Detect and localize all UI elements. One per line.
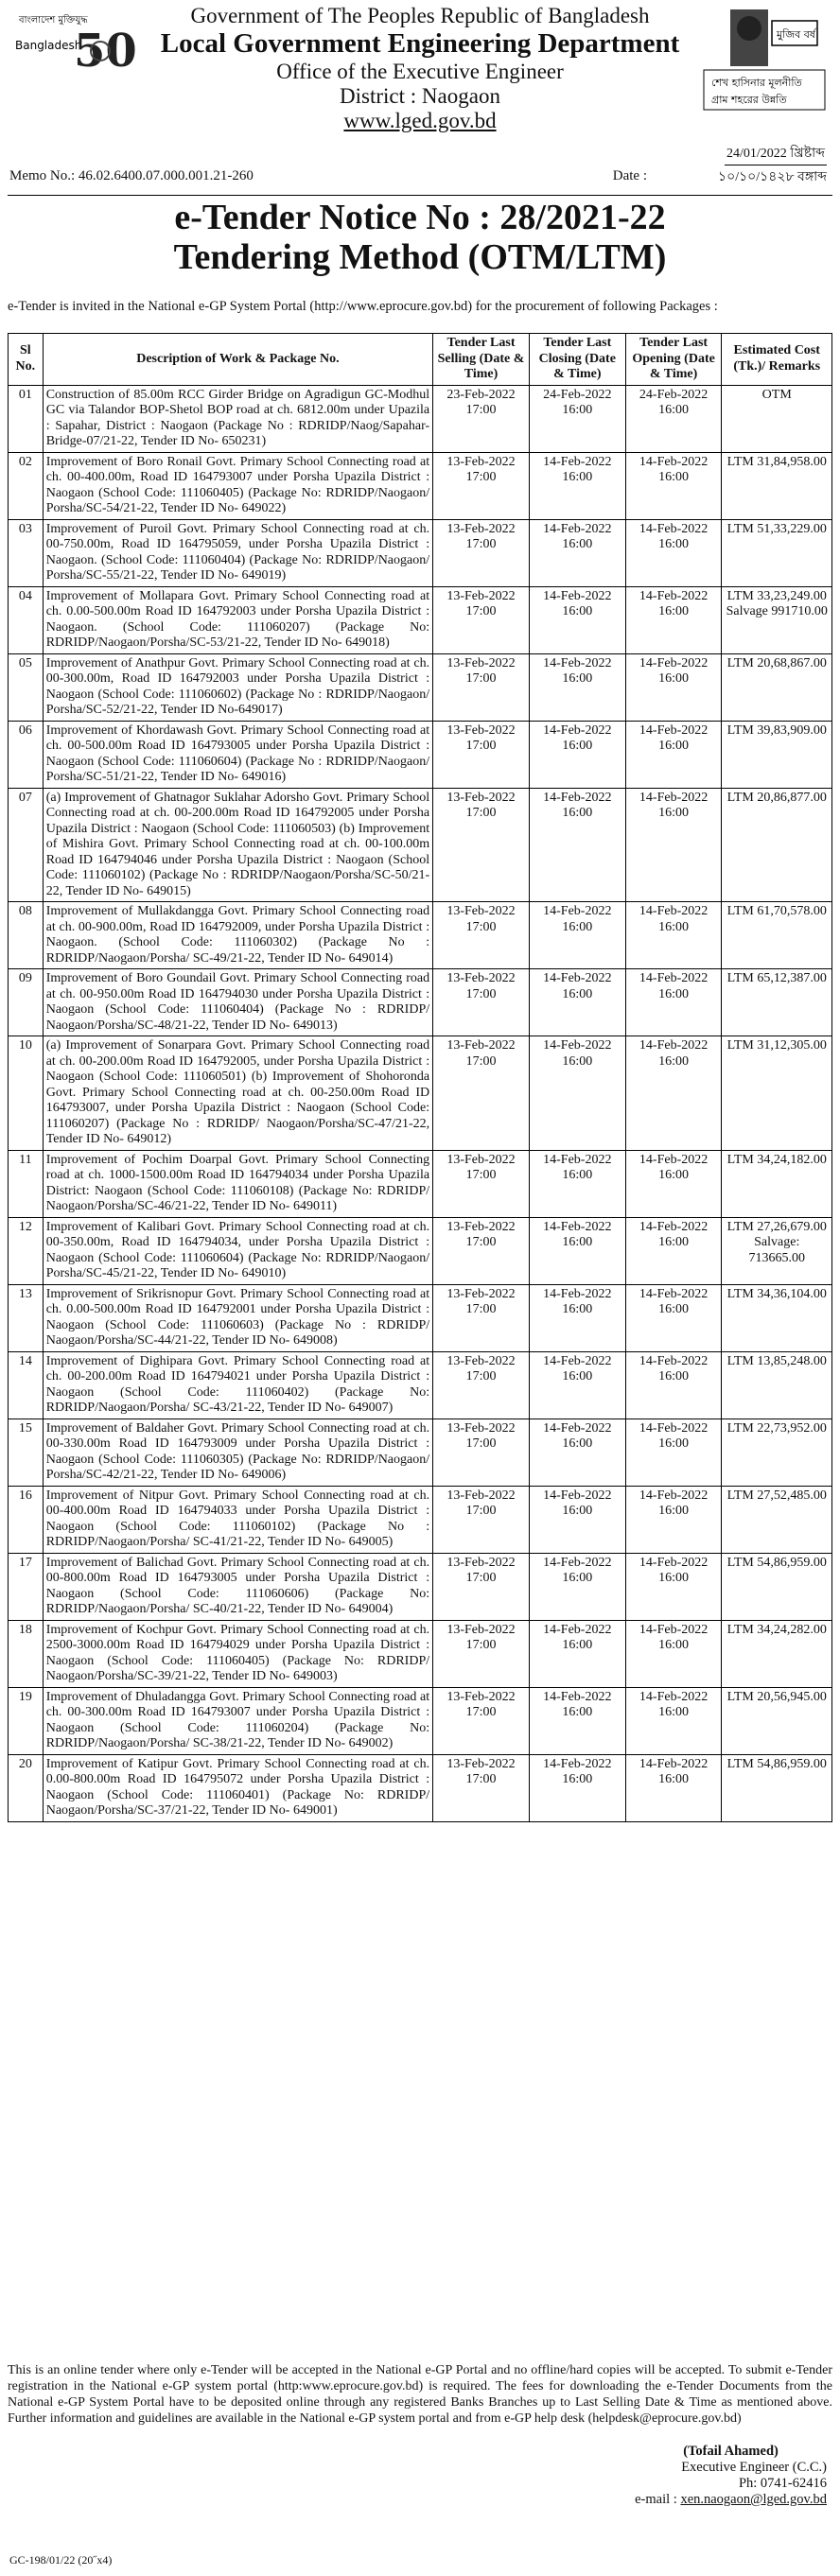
notice-title: [8, 195, 832, 277]
row-opening: 14-Feb-2022 16:00: [625, 452, 722, 519]
logo-left-number: 50: [74, 25, 137, 78]
row-closing: 14-Feb-2022 16:00: [529, 721, 625, 788]
table-row: [9, 721, 832, 788]
row-description: Improvement of Nitpur Govt. Primary School Connecting road at ch. 00-400.00m Road ID 164794033 under Porsha Upazila District : Naogaon (School Code: 111060102) (Package No : RDRIDP/Naogaon/Porsha/ SC-41/21-22, Tender ID No- 649005): [43, 1486, 432, 1553]
row-opening: 24-Feb-2022 16:00: [625, 385, 722, 452]
logo-left-label: Bangladesh: [15, 39, 82, 52]
row-cost: LTM 54,86,959.00: [722, 1754, 832, 1821]
gc-code: GC-198/01/22 (20˝x4): [9, 2553, 113, 2567]
tender-table-body: [9, 385, 832, 1821]
intro-paragraph: e-Tender is invited in the National e-GP System Portal (http://www.eprocure.gov.bd) for the procurement of following Packages :: [8, 299, 718, 314]
header-department: Local Government Engineering Department: [160, 28, 680, 59]
table-row: [9, 1553, 832, 1620]
logo-left-text: বাংলাদেশ মুক্তিযুদ্ধ: [19, 15, 88, 26]
table-row: [9, 1687, 832, 1754]
row-closing: 14-Feb-2022 16:00: [529, 1284, 625, 1351]
email-label: e-mail :: [635, 2492, 677, 2507]
row-description: Improvement of Dhuladangga Govt. Primary School Connecting road at ch. 00-300.00m Road ID 164793007 under Porsha Upazila District : Naogaon (School Code: 111060204) (Package No: RDRIDP/Naogaon/Porsha/ SC-38/21-22, Tender ID No- 649002): [43, 1687, 432, 1754]
col-sl: Sl No.: [9, 334, 44, 386]
table-row: [9, 1419, 832, 1486]
row-cost: LTM 20,68,867.00: [722, 653, 832, 721]
signature-block: [635, 2444, 827, 2508]
row-opening: 14-Feb-2022 16:00: [625, 1486, 722, 1553]
row-cost: LTM 34,36,104.00: [722, 1284, 832, 1351]
date-block: [718, 142, 827, 188]
row-closing: 14-Feb-2022 16:00: [529, 788, 625, 902]
row-sl: 17: [9, 1553, 44, 1620]
row-cost: LTM 31,12,305.00: [722, 1036, 832, 1151]
table-row: [9, 1620, 832, 1687]
row-opening: 14-Feb-2022 16:00: [625, 1687, 722, 1754]
col-selling: Tender Last Selling (Date & Time): [433, 334, 530, 386]
row-selling: 13-Feb-2022 17:00: [433, 1620, 530, 1687]
row-description: Improvement of Dighipara Govt. Primary School Connecting road at ch. 00-200.00m Road ID 164794021 under Porsha Upazila District : Naogaon (School Code: 111060402) (Package No: RDRIDP/Naogaon/Porsha/ SC-43/21-22, Tender ID No- 649007): [43, 1351, 432, 1419]
notice-number: e-Tender Notice No : 28/2021-22: [174, 198, 666, 237]
table-row: [9, 653, 832, 721]
row-description: Improvement of Boro Goundail Govt. Primary School Connecting road at ch. 00-950.00m Road ID 164794030 under Porsha Upazila District : Naogaon (School Code: 111060404) (Package No : RDRIDP/ Naogaon/Porsha/SC-48/21-22, Tender ID No- 649013): [43, 969, 432, 1036]
row-opening: 14-Feb-2022 16:00: [625, 1351, 722, 1419]
row-selling: 13-Feb-2022 17:00: [433, 1419, 530, 1486]
date-label: Date :: [612, 168, 647, 183]
row-opening: 14-Feb-2022 16:00: [625, 1553, 722, 1620]
row-cost: LTM 54,86,959.00: [722, 1553, 832, 1620]
row-sl: 04: [9, 586, 44, 653]
row-closing: 14-Feb-2022 16:00: [529, 1419, 625, 1486]
table-row: [9, 385, 832, 452]
row-selling: 13-Feb-2022 17:00: [433, 1284, 530, 1351]
row-closing: 14-Feb-2022 16:00: [529, 586, 625, 653]
row-sl: 01: [9, 385, 44, 452]
row-opening: 14-Feb-2022 16:00: [625, 902, 722, 969]
signatory-name: (Tofail Ahamed): [683, 2444, 779, 2459]
row-selling: 13-Feb-2022 17:00: [433, 586, 530, 653]
row-description: Construction of 85.00m RCC Girder Bridge on Agradigun GC-Modhul GC via Talandor BOP-Shetol BOP road at ch. 6812.00m under Upazila : Sapahar, District : Naogaon (Package No : RDRIDP/Naog/Sapahar-Bridge-07/21-22, Tender ID No- 650231): [43, 385, 432, 452]
col-closing: Tender Last Closing (Date & Time): [529, 334, 625, 386]
row-description: Improvement of Baldaher Govt. Primary School Connecting road at ch. 00-330.00m Road ID 164793009 under Porsha Upazila District : Naogaon (School Code: 111060305) (Package No: RDRIDP/Naogaon/ Porsha/SC-42/21-22, Tender ID No- 649006): [43, 1419, 432, 1486]
row-sl: 05: [9, 653, 44, 721]
row-opening: 14-Feb-2022 16:00: [625, 653, 722, 721]
row-cost: LTM 65,12,387.00: [722, 969, 832, 1036]
row-selling: 13-Feb-2022 17:00: [433, 653, 530, 721]
row-description: Improvement of Pochim Doarpal Govt. Primary School Connecting road at ch. 1000-1500.00m Road ID 164794034 under Porsha Upazila District: Naogaon (School Code: 111060108) (Package No: RDRIDP/ Naogaon/Porsha/SC-46/21-22, Tender ID No- 649011): [43, 1150, 432, 1217]
row-sl: 13: [9, 1284, 44, 1351]
row-selling: 23-Feb-2022 17:00: [433, 385, 530, 452]
row-cost: LTM 20,86,877.00: [722, 788, 832, 902]
table-row: [9, 1217, 832, 1284]
row-closing: 14-Feb-2022 16:00: [529, 1553, 625, 1620]
row-closing: 14-Feb-2022 16:00: [529, 452, 625, 519]
row-opening: 14-Feb-2022 16:00: [625, 1036, 722, 1151]
signatory-email-line: [635, 2492, 827, 2508]
row-cost: LTM 34,24,182.00: [722, 1150, 832, 1217]
date-bengali: ১০/১০/১৪২৮ বঙ্গাব্দ: [718, 170, 827, 184]
table-row: [9, 1754, 832, 1821]
table-row: [9, 1351, 832, 1419]
row-description: Improvement of Anathpur Govt. Primary School Connecting road at ch. 00-300.00m, Road ID 164792003 under Porsha Upazila District : Naogaon (School Code: 111060602) (Package No : RDRIDP/Naogaon/ Porsha/SC-52/21-22, Tender ID No-649017): [43, 653, 432, 721]
row-selling: 13-Feb-2022 17:00: [433, 519, 530, 586]
row-closing: 24-Feb-2022 16:00: [529, 385, 625, 452]
table-row: [9, 586, 832, 653]
row-sl: 06: [9, 721, 44, 788]
row-opening: 14-Feb-2022 16:00: [625, 1284, 722, 1351]
row-closing: 14-Feb-2022 16:00: [529, 1036, 625, 1151]
row-sl: 11: [9, 1150, 44, 1217]
row-selling: 13-Feb-2022 17:00: [433, 1036, 530, 1151]
col-cost: Estimated Cost (Tk.)/ Remarks: [722, 334, 832, 386]
signatory-phone: Ph: 0741-62416: [738, 2476, 827, 2491]
row-sl: 12: [9, 1217, 44, 1284]
row-description: Improvement of Mollapara Govt. Primary School Connecting road at ch. 0.00-500.00m Road ID 164792003 under Porsha Upazila District : Naogaon. (School Code: 111060207) (Package No: RDRIDP/Naogaon/Porsha/SC-53/21-22, Tender ID No- 649018): [43, 586, 432, 653]
row-description: Improvement of Katipur Govt. Primary School Connecting road at ch. 0.00-800.00m Road ID 164795072 under Porsha Upazila District : Naogaon (School Code: 111060401) (Package No: RDRIDP/ Naogaon/Porsha/SC-37/21-22, Tender ID No- 649001): [43, 1754, 432, 1821]
row-sl: 16: [9, 1486, 44, 1553]
row-selling: 13-Feb-2022 17:00: [433, 721, 530, 788]
memo-number: Memo No.: 46.02.6400.07.000.001.21-260: [9, 168, 254, 183]
row-sl: 02: [9, 452, 44, 519]
row-closing: 14-Feb-2022 16:00: [529, 969, 625, 1036]
row-selling: 13-Feb-2022 17:00: [433, 1687, 530, 1754]
row-cost: LTM 39,83,909.00: [722, 721, 832, 788]
row-sl: 15: [9, 1419, 44, 1486]
row-sl: 08: [9, 902, 44, 969]
row-opening: 14-Feb-2022 16:00: [625, 519, 722, 586]
email-link[interactable]: xen.naogaon@lged.gov.bd: [680, 2492, 827, 2507]
row-cost: LTM 27,52,485.00: [722, 1486, 832, 1553]
row-closing: 14-Feb-2022 16:00: [529, 1754, 625, 1821]
row-closing: 14-Feb-2022 16:00: [529, 1620, 625, 1687]
header-district: District : Naogaon: [340, 84, 500, 108]
row-opening: 14-Feb-2022 16:00: [625, 1217, 722, 1284]
row-sl: 19: [9, 1687, 44, 1754]
table-header-row: [9, 334, 832, 386]
table-row: [9, 1036, 832, 1151]
row-opening: 14-Feb-2022 16:00: [625, 788, 722, 902]
footer-note: This is an online tender where only e-Tender will be accepted in the National e-GP Portal and no offline/hard copies will be accepted. To submit e-Tender registration in the National e-GP system portal (http:www.eprocure.gov.bd) is required. The fees for downloading the e-Tender Documents from the National e-GP System Portal have to be deposited online through any registered Banks Branches up to Last Selling Date & Time as mentioned above. Further information and guidelines are available in the National e-GP system portal and from e-GP help desk (helpdesk@eprocure.gov.bd): [8, 2363, 832, 2426]
table-row: [9, 452, 832, 519]
row-cost: LTM 61,70,578.00: [722, 902, 832, 969]
row-opening: 14-Feb-2022 16:00: [625, 1419, 722, 1486]
date-english: 24/01/2022 খ্রিষ্টাব্দ: [725, 142, 827, 165]
row-closing: 14-Feb-2022 16:00: [529, 1217, 625, 1284]
row-sl: 14: [9, 1351, 44, 1419]
row-description: (a) Improvement of Sonarpara Govt. Primary School Connecting road at ch. 00-200.00m Road ID 164792005, under Porsha Upazila District : Naogaon (School Code: 111060501) (b) Improvement of Shohoronda Govt. Primary School Connecting road at ch. 00-250.00m Road ID 164793007, under Porsha Upazila District : Naogaon (School Code: 111060207) (Package No : RDRIDP/ Naogaon/Porsha/SC-47/21-22, Tender ID No- 649012): [43, 1036, 432, 1151]
row-closing: 14-Feb-2022 16:00: [529, 1351, 625, 1419]
row-cost: LTM 31,84,958.00: [722, 452, 832, 519]
row-selling: 13-Feb-2022 17:00: [433, 452, 530, 519]
row-closing: 14-Feb-2022 16:00: [529, 902, 625, 969]
row-sl: 09: [9, 969, 44, 1036]
tender-table: [8, 333, 832, 1822]
table-row: [9, 788, 832, 902]
header-website-link[interactable]: www.lged.gov.bd: [343, 109, 497, 132]
logo-right-caption-2: গ্রাম শহরের উন্নতি: [711, 94, 787, 106]
row-description: Improvement of Kalibari Govt. Primary School Connecting road at ch. 00-350.00m, Road ID 164794034, under Porsha Upazila District : Naogaon (School Code: 111060604) (Package No: RDRIDP/Naogaon/ Porsha/SC-45/21-22, Tender ID No- 649010): [43, 1217, 432, 1284]
table-row: [9, 1284, 832, 1351]
tendering-method: Tendering Method (OTM/LTM): [173, 237, 667, 277]
row-opening: 14-Feb-2022 16:00: [625, 586, 722, 653]
letterhead: [8, 0, 832, 161]
row-description: Improvement of Srikrisnopur Govt. Primary School Connecting road at ch. 0.00-500.00m Road ID 164792001 under Porsha Upazila District : Naogaon (School Code: 111060603) (Package No : RDRIDP/ Naogaon/Porsha/SC-44/21-22, Tender ID No- 649008): [43, 1284, 432, 1351]
row-closing: 14-Feb-2022 16:00: [529, 1486, 625, 1553]
table-row: [9, 519, 832, 586]
row-opening: 14-Feb-2022 16:00: [625, 1150, 722, 1217]
row-selling: 13-Feb-2022 17:00: [433, 1150, 530, 1217]
row-description: Improvement of Balichad Govt. Primary School Connecting road at ch. 00-800.00m Road ID 164793005 under Porsha Upazila District : Naogaon (School Code: 111060606) (Package No: RDRIDP/Naogaon/Porsha/ SC-40/21-22, Tender ID No- 649004): [43, 1553, 432, 1620]
mujib-borsho-logo: [702, 8, 827, 112]
row-sl: 07: [9, 788, 44, 902]
row-sl: 03: [9, 519, 44, 586]
row-description: Improvement of Puroil Govt. Primary School Connecting road at ch. 00-750.00m, Road ID 164795059, under Porsha Upazila District : Naogaon. (School Code: 111060404) (Package No: RDRIDP/Naogaon/ Porsha/SC-55/21-22, Tender ID No- 649019): [43, 519, 432, 586]
table-row: [9, 1150, 832, 1217]
row-description: Improvement of Mullakdangga Govt. Primary School Connecting road at ch. 00-900.00m, Road ID 164792009, under Porsha Upazila District : Naogaon. (School Code: 111060302) (Package No : RDRIDP/Naogaon/Porsha/ SC-49/21-22, Tender ID No- 649014): [43, 902, 432, 969]
row-description: Improvement of Khordawash Govt. Primary School Connecting road at ch. 00-500.00m Road ID 164793005 under Porsha Upazila District : Naogaon (School Code: 111060604) (Package No : RDRIDP/Naogaon/ Porsha/SC-51/21-22, Tender ID No- 649016): [43, 721, 432, 788]
row-selling: 13-Feb-2022 17:00: [433, 902, 530, 969]
row-description: (a) Improvement of Ghatnagor Suklahar Adorsho Govt. Primary School Connecting road at ch. 00-200.00m Road ID 164792005 under Porsha Upazila District : Naogaon (School Code: 111060503) (b) Improvement of Mishira Govt. Primary School Connecting road at ch. 00-100.00m Road ID 164794046 under Porsha Upazila District : Naogaon (School Code: 111060102) (Package No : RDRIDP/Naogaon/Porsha/SC-50/21-22, Tender ID No- 649015): [43, 788, 432, 902]
table-row: [9, 902, 832, 969]
row-opening: 14-Feb-2022 16:00: [625, 721, 722, 788]
row-cost: LTM 20,56,945.00: [722, 1687, 832, 1754]
row-cost: LTM 27,26,679.00 Salvage: 713665.00: [722, 1217, 832, 1284]
row-selling: 13-Feb-2022 17:00: [433, 969, 530, 1036]
row-selling: 13-Feb-2022 17:00: [433, 788, 530, 902]
row-opening: 14-Feb-2022 16:00: [625, 1754, 722, 1821]
row-selling: 13-Feb-2022 17:00: [433, 1351, 530, 1419]
row-opening: 14-Feb-2022 16:00: [625, 969, 722, 1036]
row-opening: 14-Feb-2022 16:00: [625, 1620, 722, 1687]
row-closing: 14-Feb-2022 16:00: [529, 1687, 625, 1754]
row-selling: 13-Feb-2022 17:00: [433, 1754, 530, 1821]
tender-notice-page: [8, 0, 832, 2567]
row-description: Improvement of Kochpur Govt. Primary School Connecting road at ch. 2500-3000.00m Road ID 164794029 under Porsha Upazila District : Naogaon (School Code: 111060405) (Package No: RDRIDP/ Naogaon/Porsha/SC-39/21-22, Tender ID No- 649003): [43, 1620, 432, 1687]
table-row: [9, 1486, 832, 1553]
logo-right-caption-1: শেখ হাসিনার মূলনীতি: [711, 77, 802, 89]
row-cost: LTM 33,23,249.00 Salvage 991710.00: [722, 586, 832, 653]
col-description: Description of Work & Package No.: [43, 334, 432, 386]
logo-right-text: মুজিব বর্ষ: [777, 28, 815, 41]
row-closing: 14-Feb-2022 16:00: [529, 519, 625, 586]
row-cost: LTM 13,85,248.00: [722, 1351, 832, 1419]
row-description: Improvement of Boro Ronail Govt. Primary School Connecting road at ch. 00-400.00m, Road ID 164793007 under Porsha Upazila District : Naogaon (School Code: 111060405) (Package No: RDRIDP/Naogaon/ Porsha/SC-54/21-22, Tender ID No- 649022): [43, 452, 432, 519]
row-closing: 14-Feb-2022 16:00: [529, 653, 625, 721]
row-cost: LTM 51,33,229.00: [722, 519, 832, 586]
row-sl: 18: [9, 1620, 44, 1687]
row-sl: 20: [9, 1754, 44, 1821]
header-government: Government of The Peoples Republic of Bangladesh: [190, 4, 650, 27]
row-sl: 10: [9, 1036, 44, 1151]
row-cost: OTM: [722, 385, 832, 452]
table-row: [9, 969, 832, 1036]
header-office: Office of the Executive Engineer: [276, 60, 564, 83]
col-opening: Tender Last Opening (Date & Time): [625, 334, 722, 386]
row-cost: LTM 34,24,282.00: [722, 1620, 832, 1687]
row-selling: 13-Feb-2022 17:00: [433, 1217, 530, 1284]
row-closing: 14-Feb-2022 16:00: [529, 1150, 625, 1217]
row-cost: LTM 22,73,952.00: [722, 1419, 832, 1486]
golden-jubilee-logo: [13, 8, 137, 81]
signatory-designation: Executive Engineer (C.C.): [681, 2460, 827, 2475]
row-selling: 13-Feb-2022 17:00: [433, 1486, 530, 1553]
row-selling: 13-Feb-2022 17:00: [433, 1553, 530, 1620]
